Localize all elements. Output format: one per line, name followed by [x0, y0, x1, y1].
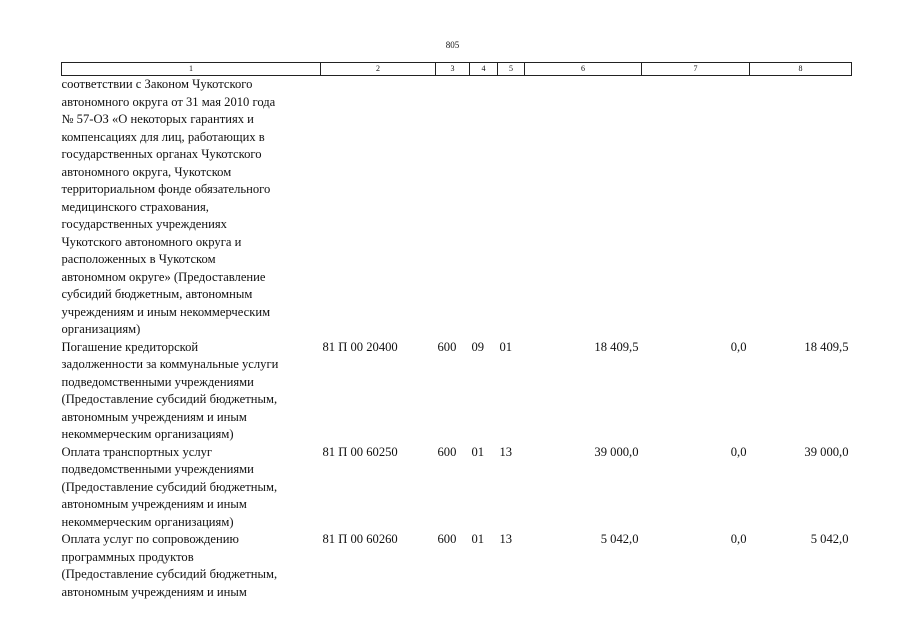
column-header-6: 6 — [525, 63, 642, 76]
description-line: Оплата транспортных услуг — [61, 444, 213, 459]
description-line: медицинского страхования, — [61, 199, 209, 214]
description-line: (Предоставление субсидий бюджетным, — [61, 479, 278, 494]
amount-col-6: 39 000,0 — [594, 444, 639, 459]
description-line: расположенных в Чукотском — [61, 252, 216, 266]
amount-col-8: 5 042,0 — [810, 532, 849, 546]
column-number-header-row — [62, 63, 852, 76]
section-code: 01 — [471, 444, 485, 459]
description-line: некоммерческим организациям) — [61, 514, 234, 529]
row-description — [62, 444, 321, 532]
page-number: 805 — [445, 40, 460, 50]
description-line: организациям) — [61, 322, 141, 336]
description-line: (Предоставление субсидий бюджетным, — [61, 392, 278, 406]
amount-col-7: 0,0 — [730, 532, 747, 546]
description-line: программных продуктов — [61, 549, 194, 564]
column-header-8: 8 — [750, 63, 852, 76]
expense-type-code: 600 — [437, 339, 457, 354]
column-header-1: 1 — [62, 63, 321, 76]
description-line: автономном округе» (Предоставление — [61, 269, 266, 284]
target-article-code: 81 П 00 60260 — [322, 532, 398, 546]
row-description — [62, 339, 321, 444]
target-article-code: 81 П 00 60250 — [322, 444, 398, 459]
amount-col-8: 18 409,5 — [804, 339, 849, 354]
subsection-code: 13 — [499, 532, 513, 546]
target-article-code: 81 П 00 20400 — [322, 339, 398, 354]
description-line: субсидий бюджетным, автономным — [61, 287, 253, 301]
description-line: (Предоставление субсидий бюджетным, — [61, 567, 278, 581]
description-line: государственных учреждениях — [61, 217, 227, 231]
amount-col-7: 0,0 — [730, 444, 747, 459]
description-line: автономным учреждениям и иным — [61, 584, 247, 599]
table-row — [62, 339, 852, 444]
description-line: автономным учреждениям и иным — [61, 409, 247, 424]
amount-col-7: 0,0 — [730, 339, 747, 354]
table-row — [62, 444, 852, 532]
description-line: № 57-ОЗ «О некоторых гарантиях и — [61, 112, 254, 126]
description-line: Погашение кредиторской — [61, 339, 199, 354]
amount-col-6: 18 409,5 — [594, 339, 639, 354]
amount-col-8: 39 000,0 — [804, 444, 849, 459]
column-header-7: 7 — [642, 63, 750, 76]
description-line: автономным учреждениям и иным — [61, 497, 247, 511]
description-line: компенсациях для лиц, работающих в — [61, 129, 265, 144]
column-header-2: 2 — [321, 63, 436, 76]
section-code: 01 — [471, 532, 485, 546]
column-header-4: 4 — [470, 63, 498, 76]
description-line: подведомственными учреждениями — [61, 462, 254, 476]
description-line: учреждениям и иным некоммерческим — [61, 304, 271, 319]
description-line: Оплата услуг по сопровождению — [61, 532, 239, 546]
description-line: Чукотского автономного округа и — [61, 234, 242, 249]
expense-type-code: 600 — [437, 444, 457, 459]
subsection-code: 13 — [499, 444, 513, 459]
description-line: некоммерческим организациям) — [61, 427, 234, 441]
description-line: автономного округа от 31 мая 2010 года — [61, 94, 276, 109]
description-line: задолженности за коммунальные услуги — [61, 357, 279, 371]
description-line: государственных органах Чукотского — [61, 147, 262, 161]
description-line: автономного округа, Чукотском — [61, 164, 232, 179]
table-row — [62, 531, 852, 601]
section-code: 09 — [471, 339, 485, 354]
table-row-continuation — [62, 76, 852, 339]
row-description — [62, 76, 321, 339]
description-line: подведомственными учреждениями — [61, 374, 254, 389]
column-header-3: 3 — [436, 63, 470, 76]
description-line: соответствии с Законом Чукотского — [61, 77, 253, 91]
description-line: территориальном фонде обязательного — [61, 182, 271, 196]
row-description — [62, 531, 321, 601]
column-header-5: 5 — [498, 63, 525, 76]
budget-table — [61, 62, 852, 601]
expense-type-code: 600 — [437, 532, 457, 546]
amount-col-6: 5 042,0 — [600, 532, 639, 546]
subsection-code: 01 — [499, 339, 513, 354]
